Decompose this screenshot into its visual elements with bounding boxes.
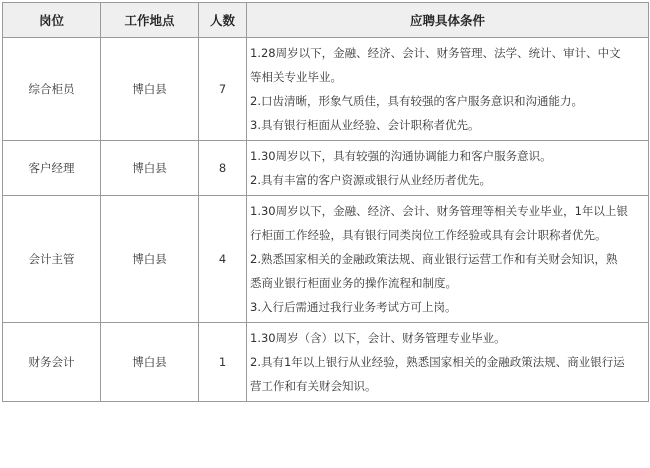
position-cell: 综合柜员: [3, 38, 101, 141]
condition-line: 1.30周岁以下，具有较强的沟通协调能力和客户服务意识。: [250, 149, 552, 163]
conditions-cell: [247, 38, 649, 141]
location-cell: 博白县: [101, 196, 199, 323]
condition-line: 2.具有1年以上银行从业经验，熟悉国家相关的金融政策法规、商业银行运: [250, 355, 625, 369]
position-cell: 会计主管: [3, 196, 101, 323]
count-cell: 7: [199, 38, 247, 141]
position-cell: 客户经理: [3, 141, 101, 196]
header-conditions: 应聘具体条件: [247, 3, 649, 38]
location-cell: 博白县: [101, 38, 199, 141]
condition-line: 2.熟悉国家相关的金融政策法规、商业银行运营工作和有关财会知识，熟: [250, 252, 618, 266]
condition-line: 1.28周岁以下，金融、经济、会计、财务管理、法学、统计、审计、中文: [250, 46, 621, 60]
condition-line: 1.30周岁（含）以下，会计、财务管理专业毕业。: [250, 331, 506, 345]
position-cell: 财务会计: [3, 323, 101, 402]
table-row: [3, 141, 649, 196]
location-cell: 博白县: [101, 323, 199, 402]
conditions-cell: [247, 323, 649, 402]
condition-line: 等相关专业毕业。: [250, 70, 342, 84]
header-count: 人数: [199, 3, 247, 38]
conditions-cell: [247, 141, 649, 196]
count-cell: 8: [199, 141, 247, 196]
condition-line: 2.口齿清晰，形象气质佳，具有较强的客户服务意识和沟通能力。: [250, 94, 583, 108]
condition-line: 2.具有丰富的客户资源或银行从业经历者优先。: [250, 173, 491, 187]
table-row: [3, 38, 649, 141]
conditions-cell: [247, 196, 649, 323]
count-cell: 1: [199, 323, 247, 402]
table-row: [3, 196, 649, 323]
recruitment-table: [2, 2, 649, 402]
table-row: [3, 323, 649, 402]
header-location: 工作地点: [101, 3, 199, 38]
condition-line: 悉商业银行柜面业务的操作流程和制度。: [250, 276, 457, 290]
location-cell: 博白县: [101, 141, 199, 196]
count-cell: 4: [199, 196, 247, 323]
condition-line: 营工作和有关财会知识。: [250, 379, 377, 393]
table-header-row: [3, 3, 649, 38]
condition-line: 1.30周岁以下，金融、经济、会计、财务管理等相关专业毕业，1年以上银: [250, 204, 628, 218]
condition-line: 3.入行后需通过我行业务考试方可上岗。: [250, 300, 457, 314]
condition-line: 行柜面工作经验，具有银行同类岗位工作经验或具有会计职称者优先。: [250, 228, 607, 242]
condition-line: 3.具有银行柜面从业经验、会计职称者优先。: [250, 118, 480, 132]
header-position: 岗位: [3, 3, 101, 38]
